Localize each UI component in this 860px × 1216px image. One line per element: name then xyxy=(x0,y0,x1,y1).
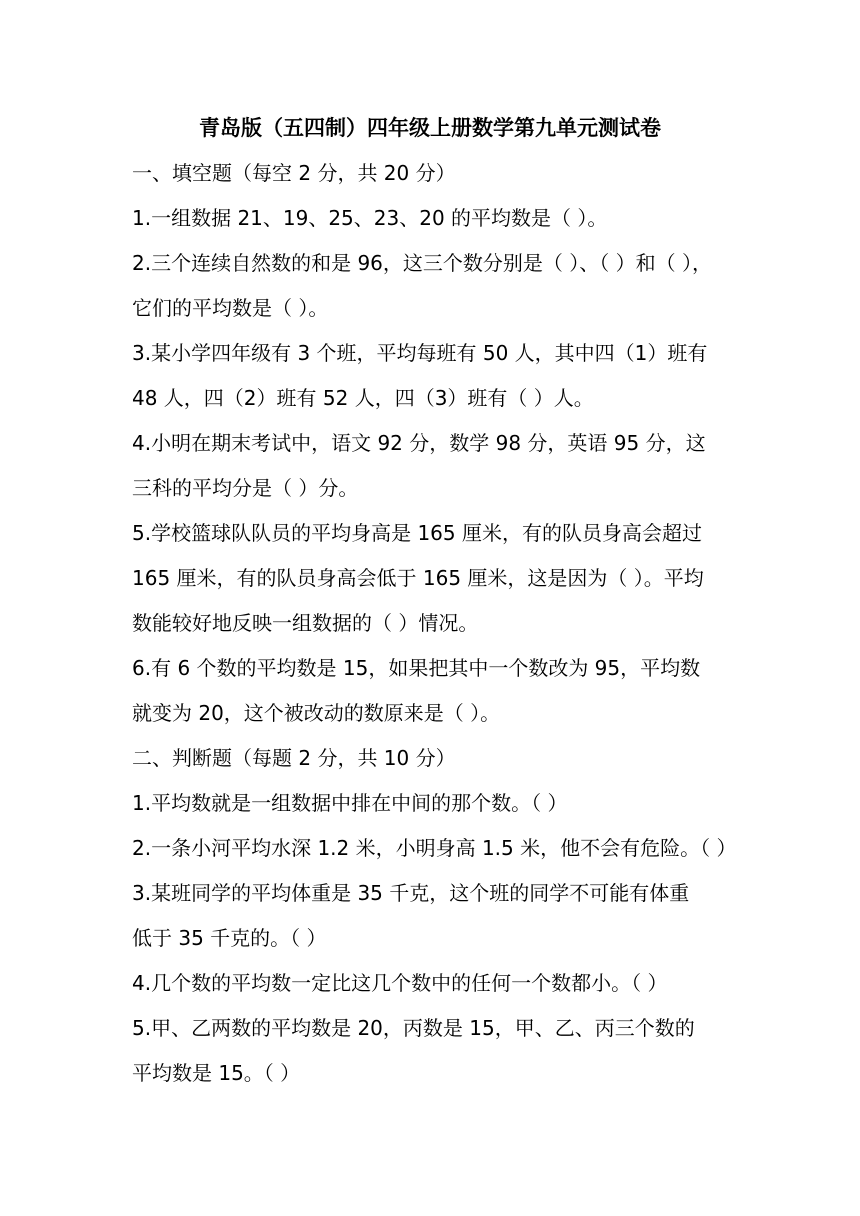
page-title: 青岛版（五四制）四年级上册数学第九单元测试卷 xyxy=(199,116,661,140)
question-line: 5.甲、乙两数的平均数是 20，丙数是 15，甲、乙、丙三个数的 xyxy=(132,1016,695,1040)
question-line: 4.几个数的平均数一定比这几个数中的任何一个数都小。（ ） xyxy=(132,971,668,995)
section-heading-true-false: 二、判断题（每题 2 分，共 10 分） xyxy=(132,746,456,770)
question-line: 6.有 6 个数的平均数是 15，如果把其中一个数改为 95，平均数 xyxy=(132,656,701,680)
question-line: 平均数是 15。（ ） xyxy=(132,1061,301,1085)
question-line: 48 人，四（2）班有 52 人，四（3）班有（ ）人。 xyxy=(132,386,594,410)
question-line: 1.一组数据 21、19、25、23、20 的平均数是（ ）。 xyxy=(132,206,608,230)
question-line: 4.小明在期末考试中，语文 92 分，数学 98 分，英语 95 分，这 xyxy=(132,431,706,455)
question-line: 三科的平均分是（ ）分。 xyxy=(132,476,359,500)
question-line: 3.某班同学的平均体重是 35 千克，这个班的同学不可能有体重 xyxy=(132,881,690,905)
question-line: 2.三个连续自然数的和是 96，这三个数分别是（ ）、（ ）和（ ）， xyxy=(132,251,712,275)
question-line: 就变为 20，这个被改动的数原来是（ ）。 xyxy=(132,701,501,725)
question-line: 2.一条小河平均水深 1.2 米，小明身高 1.5 米，他不会有危险。（ ） xyxy=(132,836,737,860)
question-line: 数能较好地反映一组数据的（ ）情况。 xyxy=(132,611,479,635)
question-line: 1.平均数就是一组数据中排在中间的那个数。（ ） xyxy=(132,791,568,815)
question-line: 低于 35 千克的。（ ） xyxy=(132,926,327,950)
section-heading-fill-blank: 一、填空题（每空 2 分，共 20 分） xyxy=(132,161,456,185)
question-line: 5.学校篮球队队员的平均身高是 165 厘米，有的队员身高会超过 xyxy=(132,521,702,545)
question-line: 165 厘米，有的队员身高会低于 165 厘米，这是因为（ ）。平均 xyxy=(132,566,704,590)
question-line: 它们的平均数是（ ）。 xyxy=(132,296,329,320)
question-line: 3.某小学四年级有 3 个班，平均每班有 50 人，其中四（1）班有 xyxy=(132,341,708,365)
